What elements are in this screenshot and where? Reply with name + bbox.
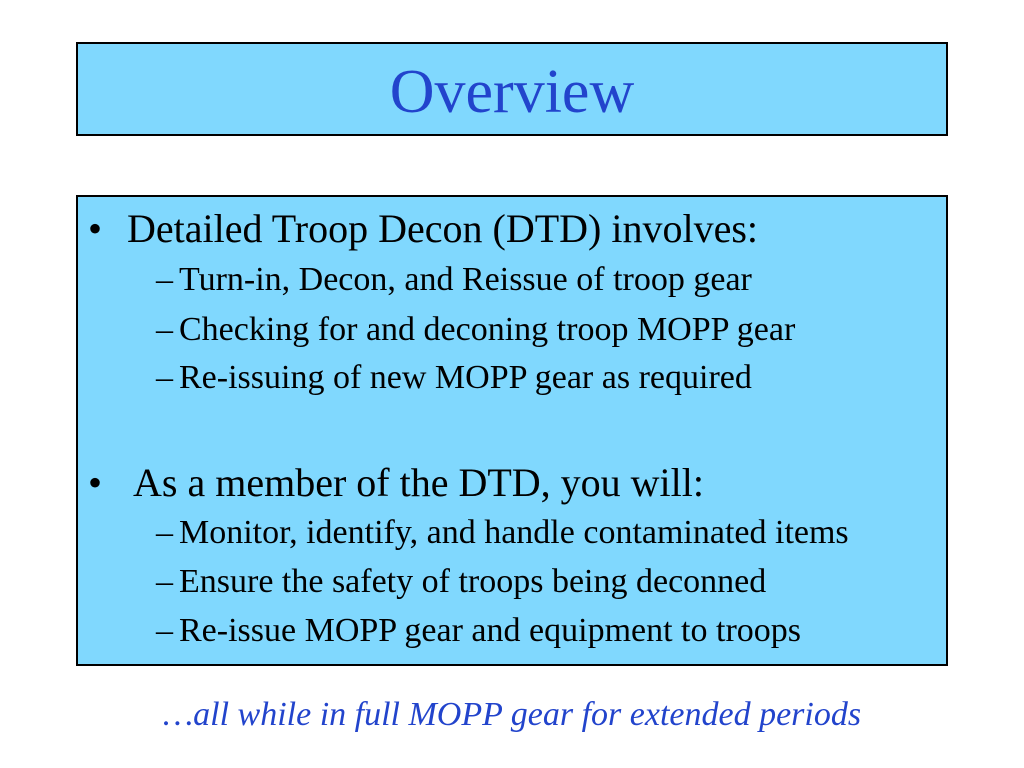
sub-bullet-marker: – <box>156 359 173 396</box>
sub-bullet-text: Monitor, identify, and handle contaminated items <box>179 514 849 551</box>
bullet-marker: • <box>88 460 103 505</box>
sub-bullet-marker: – <box>156 563 173 600</box>
sub-bullet-text: Turn-in, Decon, and Reissue of troop gear <box>179 261 752 298</box>
bullet-marker: • <box>88 206 103 251</box>
sub-bullet-text: Re-issuing of new MOPP gear as required <box>179 359 752 396</box>
sub-bullet-text: Re-issue MOPP gear and equipment to troops <box>179 612 801 649</box>
title-panel <box>76 42 948 136</box>
slide-title: Overview <box>389 58 635 126</box>
section-heading: Detailed Troop Decon (DTD) involves: <box>127 206 759 251</box>
sub-bullet-marker: – <box>156 311 173 348</box>
sub-bullet-marker: – <box>156 261 173 298</box>
sub-bullet-text: Checking for and deconing troop MOPP gear <box>179 311 796 348</box>
footer-note: …all while in full MOPP gear for extended periods <box>162 696 862 733</box>
section-heading: As a member of the DTD, you will: <box>133 460 704 505</box>
sub-bullet-text: Ensure the safety of troops being deconned <box>179 563 767 600</box>
sub-bullet-marker: – <box>156 514 173 551</box>
sub-bullet-marker: – <box>156 612 173 649</box>
